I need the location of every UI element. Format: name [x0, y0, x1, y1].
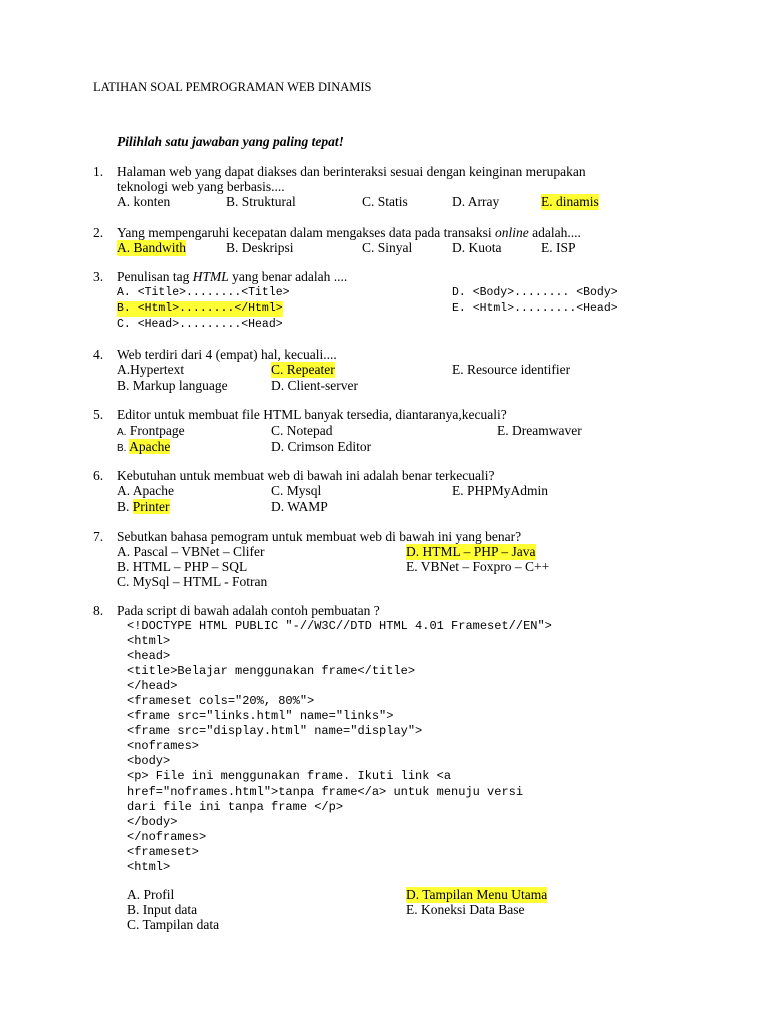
option-d: D. <Body>........ <Body> — [452, 286, 618, 299]
option-c: C. Sinyal — [362, 240, 413, 255]
option-d: D. Client-server — [271, 378, 358, 393]
question-text: Yang mempengaruhi kecepatan dalam mengakses data pada transaksi online adalah.... — [117, 225, 581, 240]
option-d: D. Array — [452, 194, 500, 209]
option-b-answer: B. Printer — [117, 499, 170, 514]
question-text: Sebutkan bahasa pemogram untuk membuat web di bawah ini yang benar? — [117, 529, 522, 544]
option-b-answer: B. <Html>........</Html> — [117, 302, 283, 315]
option-c-answer: C. Repeater — [271, 362, 335, 377]
question-number: 8. — [93, 603, 104, 618]
option-a-answer: A. Bandwith — [117, 240, 186, 255]
code-line: <html> — [127, 634, 171, 649]
question-number: 7. — [93, 529, 104, 544]
question-text-line1: Halaman web yang dapat diakses dan berinteraksi sesuai dengan keinginan merupakan — [117, 164, 586, 179]
code-line: <head> — [127, 649, 171, 664]
option-e: E. Dreamwaver — [497, 423, 582, 438]
option-a: A.Hypertext — [117, 362, 185, 377]
option-b: B. Deskripsi — [226, 240, 294, 255]
code-line: <html> — [127, 859, 171, 874]
option-a: A. Profil — [127, 887, 175, 902]
option-d: D. Kuota — [452, 240, 502, 255]
code-line: </head> — [127, 679, 178, 694]
option-b: B. Input data — [127, 902, 198, 917]
option-c: C. Statis — [362, 194, 408, 209]
question-text: Kebutuhan untuk membuat web di bawah ini adalah benar terkecuali? — [117, 468, 495, 483]
code-line: dari file ini tanpa frame </p> — [127, 799, 344, 814]
question-number: 4. — [93, 347, 104, 362]
code-block — [127, 619, 552, 875]
option-a: A. Apache — [117, 483, 174, 498]
code-line: <noframes> — [127, 739, 200, 754]
option-d: D. Crimson Editor — [271, 439, 372, 454]
code-line: <frameset> — [127, 844, 200, 859]
option-c: C. Tampilan data — [127, 917, 220, 932]
option-b-answer: B. Apache — [117, 439, 171, 454]
option-a: A. <Title>........<Title> — [117, 286, 290, 299]
code-line: </noframes> — [127, 829, 207, 844]
code-line: </body> — [127, 814, 178, 829]
option-e: E. <Html>.........<Head> — [452, 302, 618, 315]
option-d-answer: D. Tampilan Menu Utama — [406, 887, 548, 902]
option-a: A. konten — [117, 194, 171, 209]
question-text: Web terdiri dari 4 (empat) hal, kecuali.... — [117, 347, 337, 362]
option-a: A. Pascal – VBNet – Clifer — [117, 544, 265, 559]
option-b: B. Struktural — [226, 194, 296, 209]
option-b: B. HTML – PHP – SQL — [117, 559, 248, 574]
code-line: <p> File ini menggunakan frame. Ikuti link <a — [127, 769, 452, 784]
question-text: Editor untuk membuat file HTML banyak tersedia, diantaranya,kecuali? — [117, 407, 507, 422]
question-number: 5. — [93, 407, 104, 422]
code-line: <frame src="display.html" name="display"> — [127, 724, 423, 739]
option-e: E. PHPMyAdmin — [452, 483, 549, 498]
option-d: D. WAMP — [271, 499, 328, 514]
question-text-line2: teknologi web yang berbasis.... — [117, 179, 285, 194]
option-e: E. ISP — [541, 240, 576, 255]
option-a: A. Frontpage — [117, 423, 185, 438]
option-b: B. Markup language — [117, 378, 228, 393]
option-c: C. <Head>.........<Head> — [117, 318, 283, 331]
code-line: <frameset cols="20%, 80%"> — [127, 694, 315, 709]
code-line: <title>Belajar menggunakan frame</title> — [127, 664, 416, 679]
option-d-answer: D. HTML – PHP – Java — [406, 544, 536, 559]
code-line: <body> — [127, 754, 171, 769]
question-text: Penulisan tag HTML yang benar adalah .... — [117, 269, 348, 284]
option-c: C. Mysql — [271, 483, 322, 498]
option-e: E. Koneksi Data Base — [406, 902, 525, 917]
question-number: 2. — [93, 225, 104, 240]
question-text: Pada script di bawah adalah contoh pembuatan ? — [117, 603, 380, 618]
question-number: 1. — [93, 164, 104, 179]
instruction: Pilihlah satu jawaban yang paling tepat! — [117, 134, 344, 149]
option-e: E. VBNet – Foxpro – C++ — [406, 559, 550, 574]
option-c: C. MySql – HTML - Fotran — [117, 574, 268, 589]
option-e-answer: E. dinamis — [541, 194, 599, 209]
option-c: C. Notepad — [271, 423, 333, 438]
option-e: E. Resource identifier — [452, 362, 571, 377]
code-line: <frame src="links.html" name="links"> — [127, 709, 394, 724]
page-title: LATIHAN SOAL PEMROGRAMAN WEB DINAMIS — [93, 80, 372, 94]
code-line: <!DOCTYPE HTML PUBLIC "-//W3C//DTD HTML 4.01 Frameset//EN"> — [127, 619, 552, 633]
question-number: 3. — [93, 269, 104, 284]
question-number: 6. — [93, 468, 104, 483]
code-line: href="noframes.html">tanpa frame</a> untuk menuju versi — [127, 784, 524, 799]
